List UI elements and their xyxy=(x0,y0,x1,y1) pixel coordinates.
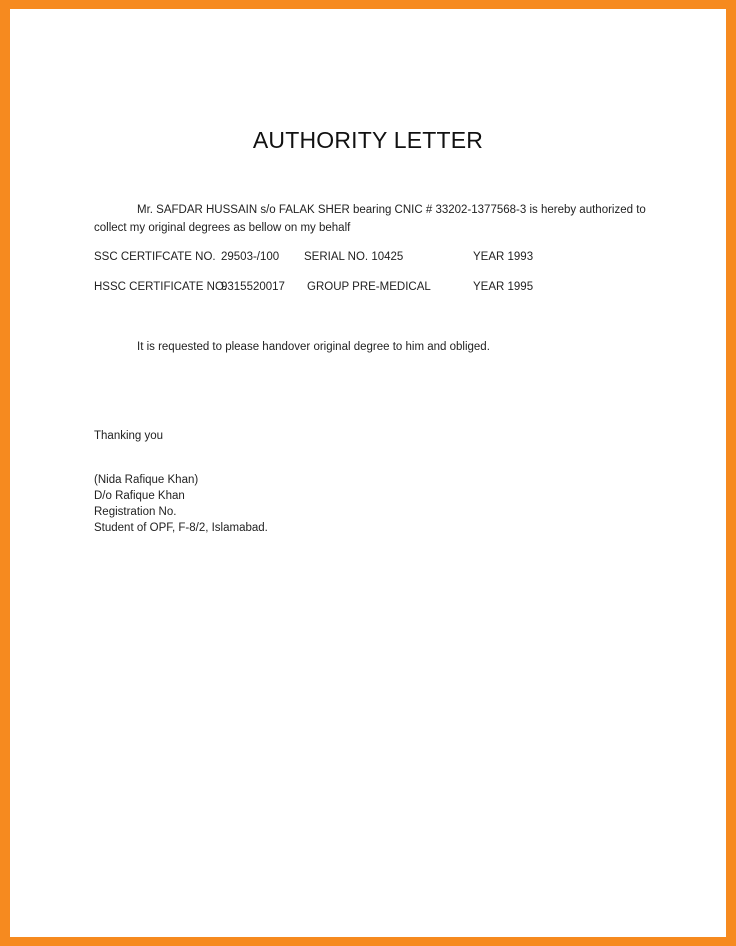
certificate-label: HSSC CERTIFICATE NO. xyxy=(94,281,228,293)
intro-line-2: collect my original degrees as bellow on my behalf xyxy=(94,222,351,234)
letter-title: AUTHORITY LETTER xyxy=(252,127,484,153)
certificate-label: SSC CERTIFCATE NO. xyxy=(94,251,216,263)
certificate-detail: SERIAL NO. 10425 xyxy=(304,251,404,263)
closing-text: Thanking you xyxy=(94,430,164,442)
certificate-number: 29503-/100 xyxy=(221,251,280,263)
signature-student: Student of OPF, F-8/2, Islamabad. xyxy=(94,522,268,534)
document-page xyxy=(10,9,726,937)
request-text: It is requested to please handover original degree to him and obliged. xyxy=(137,341,490,353)
signature-name: (Nida Rafique Khan) xyxy=(94,474,199,486)
certificate-year: YEAR 1993 xyxy=(473,251,534,263)
signature-registration: Registration No. xyxy=(94,506,177,518)
intro-line-1: Mr. SAFDAR HUSSAIN s/o FALAK SHER bearing CNIC # 33202-1377568-3 is hereby authorized to xyxy=(137,204,646,216)
certificate-number: 9315520017 xyxy=(221,281,285,293)
signature-relation: D/o Rafique Khan xyxy=(94,490,185,502)
certificate-detail: GROUP PRE-MEDICAL xyxy=(307,281,431,293)
certificate-year: YEAR 1995 xyxy=(473,281,534,293)
